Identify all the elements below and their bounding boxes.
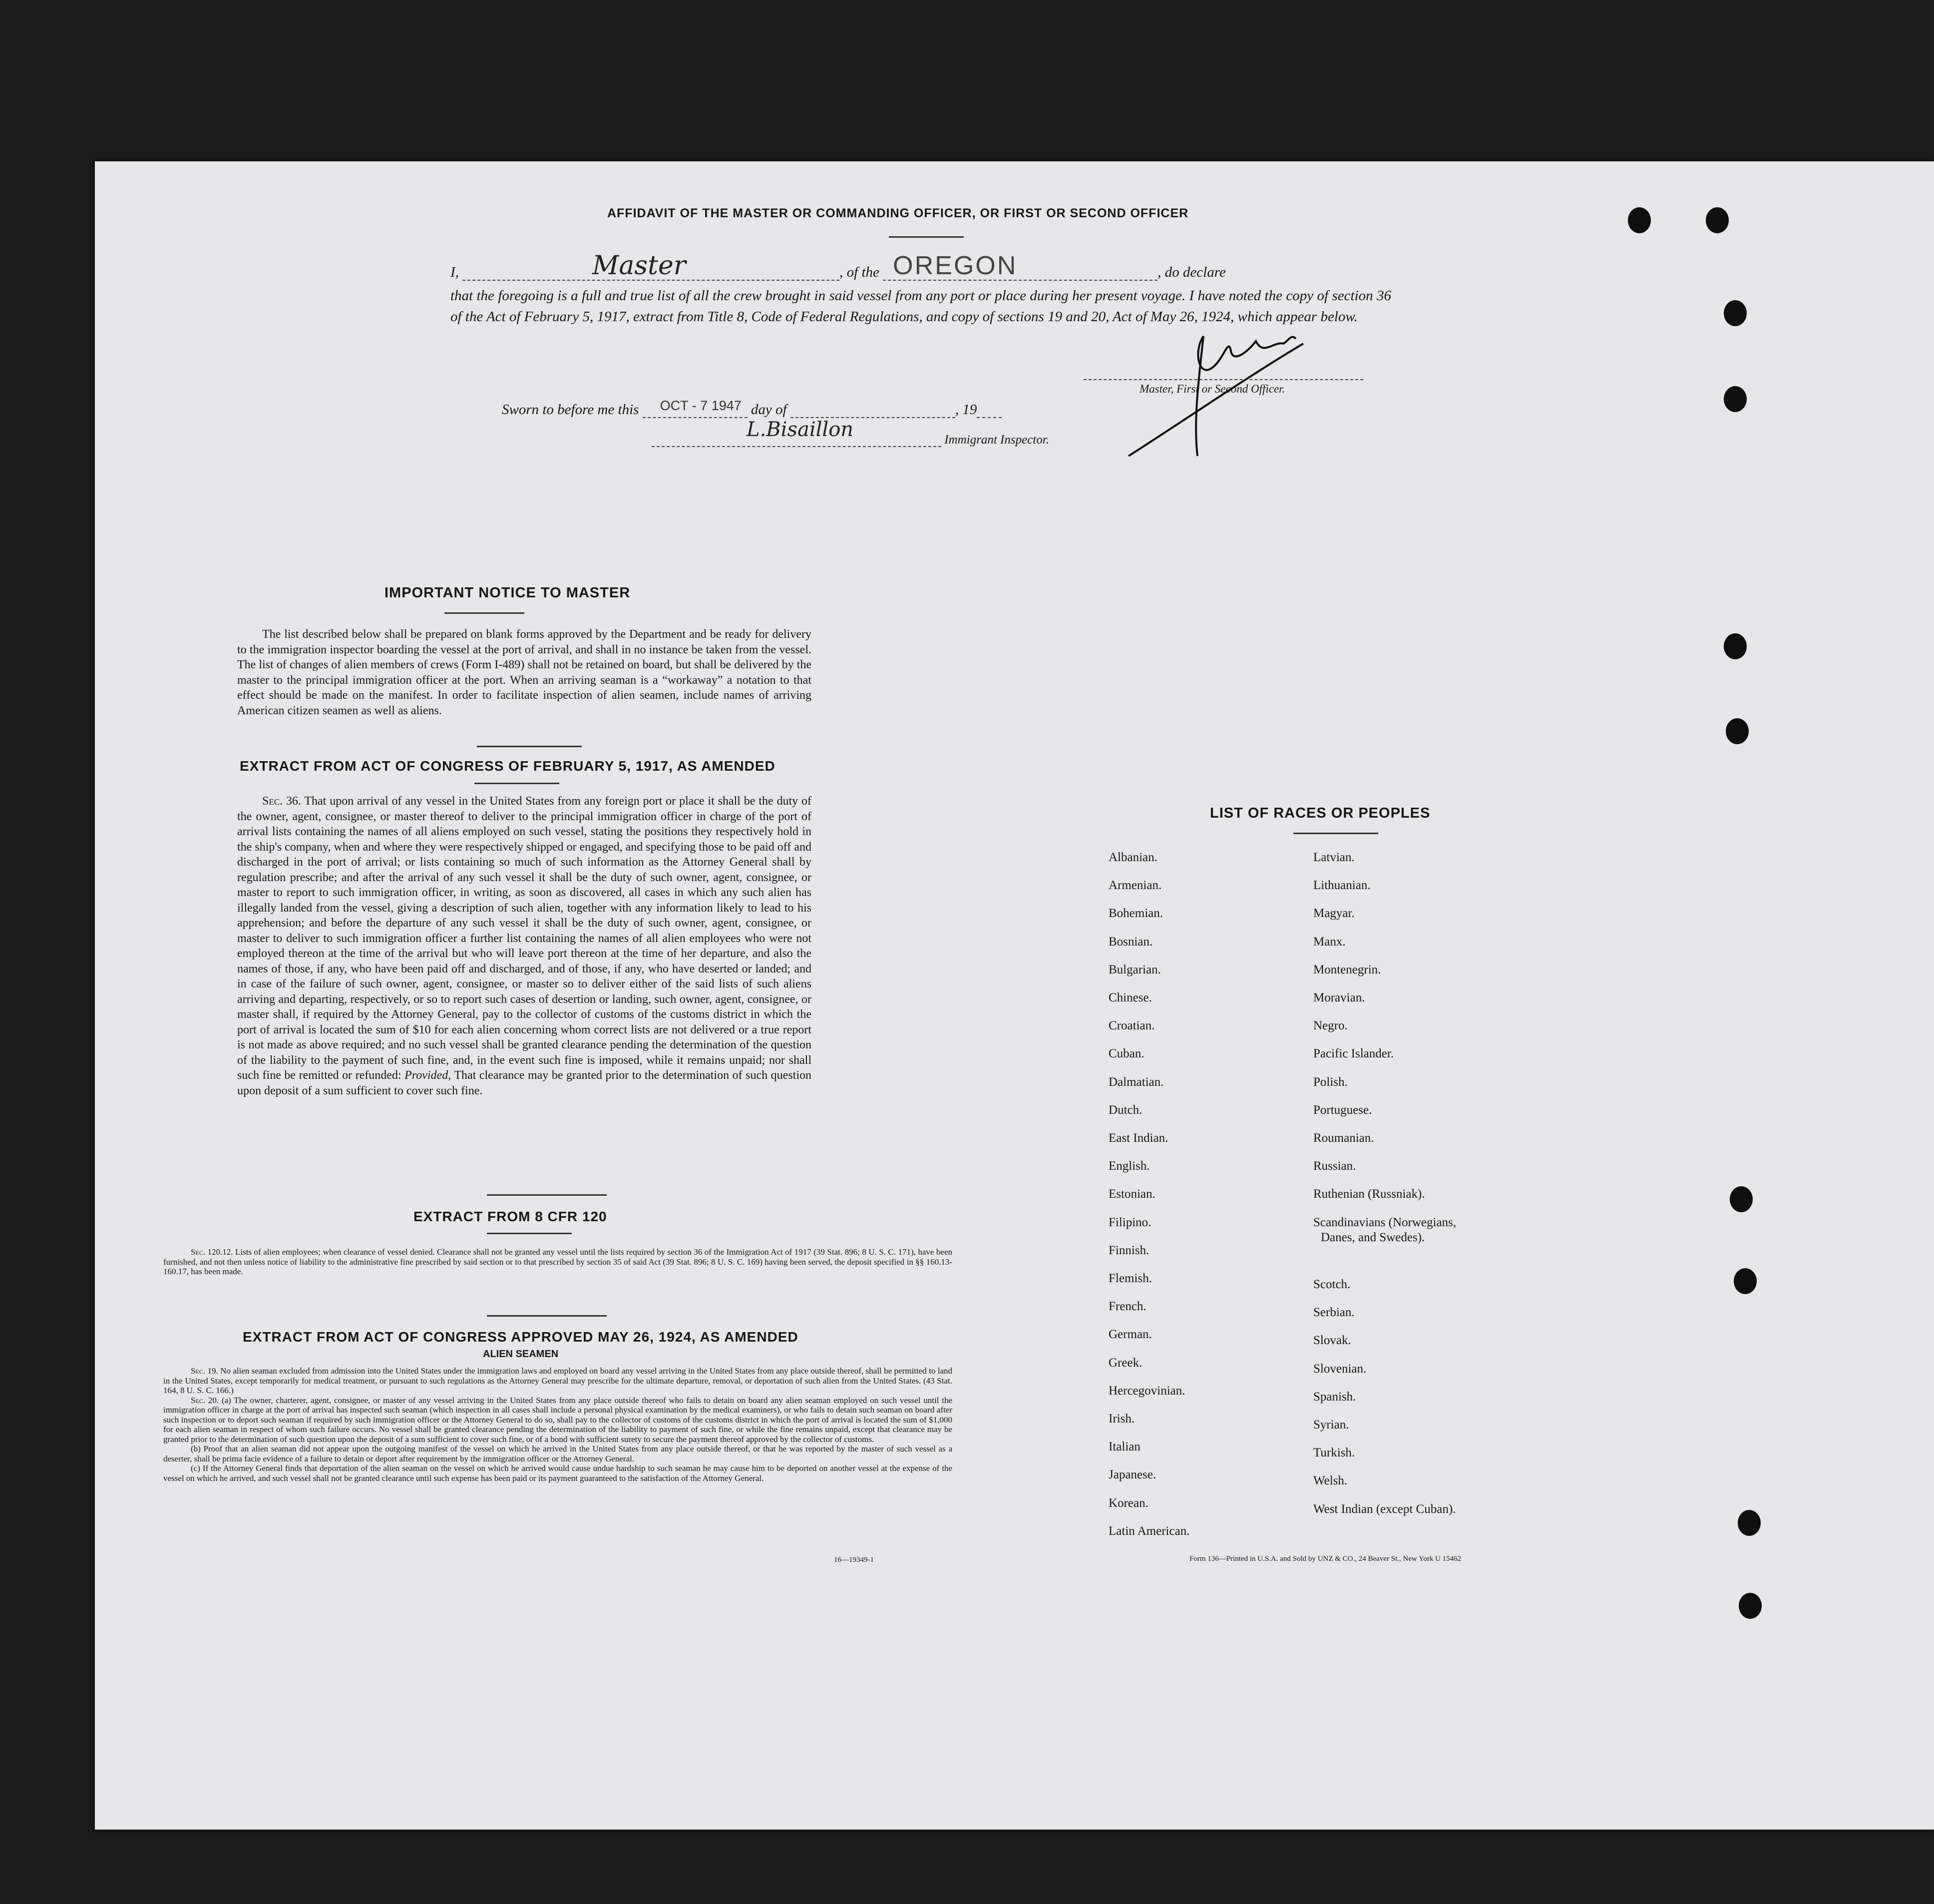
race-item: Chinese. (1109, 991, 1152, 1004)
extract-1924-body (163, 1366, 952, 1483)
race-item: Croatian. (1109, 1019, 1155, 1033)
punch-hole (1726, 718, 1749, 744)
extract-1924-title: EXTRACT FROM ACT OF CONGRESS APPROVED MAY 26, 1924, AS AMENDED (243, 1329, 798, 1345)
section-label: Sec. 120.12. (191, 1247, 233, 1257)
sec-20c: (c) If the Attorney General finds that deportation of the alien seaman on the vessel on which he arrived would cause undue hardship to such seaman he may cause him to be deported on another vessel at the expense of the vessel on which he arrived, and such vessel shall not be granted clearance until such expense has been paid or its payment guaranteed to the satisfaction of the Attorney General. (163, 1463, 952, 1483)
race-item: Slovenian. (1313, 1362, 1367, 1376)
vessel-field (883, 251, 1158, 281)
race-item: Serbian. (1313, 1306, 1355, 1320)
divider (444, 612, 524, 614)
punch-hole (1738, 1510, 1761, 1536)
notice-body: The list described below shall be prepared on blank forms approved by the Department and be ready for delivery to the immigration inspector boarding the vessel at the port of arrival, and shall in no instance be taken from the vessel. The list of changes of alien members of crews (Form I-489) shall not be retained on board, but shall be delivered by the master to the principal immigration officer at the port. When an arriving seaman is a “workaway” a notation to that effect should be made on the manifest. In order to facilitate inspection of alien seamen, include names of arriving American citizen seamen as well as aliens. (237, 628, 811, 717)
notice-title: IMPORTANT NOTICE TO MASTER (385, 585, 631, 601)
race-item: Roumanian. (1313, 1131, 1374, 1145)
race-item: English. (1109, 1159, 1150, 1173)
punch-hole (1706, 207, 1729, 233)
punch-hole (1724, 300, 1747, 326)
punch-hole (1739, 1593, 1762, 1619)
race-item: Latvian. (1313, 851, 1355, 864)
race-item: Albanian. (1109, 851, 1158, 864)
race-item: Magyar. (1313, 907, 1355, 921)
race-item: Hercegovinian. (1109, 1384, 1185, 1398)
divider (487, 1233, 572, 1234)
punch-hole (1734, 1268, 1757, 1294)
section-label: Sec. 36. (262, 795, 301, 808)
race-item: Korean. (1109, 1496, 1149, 1510)
sec-20a (163, 1396, 952, 1444)
race-item: Moravian. (1313, 991, 1365, 1004)
race-item: Dalmatian. (1109, 1075, 1164, 1089)
race-item: Bosnian. (1109, 935, 1153, 949)
race-item: Slovak. (1313, 1334, 1351, 1348)
master-signature (1124, 321, 1353, 471)
race-item: Welsh. (1313, 1474, 1348, 1488)
affidavit-title: AFFIDAVIT OF THE MASTER OR COMMANDING OFFICER, OR FIRST OR SECOND OFFICER (607, 206, 1189, 220)
race-item: Russian. (1313, 1159, 1356, 1173)
inspector-signature: L.Bisaillon (747, 418, 854, 441)
sworn-date-stamp: OCT - 7 1947 (660, 398, 742, 413)
year-label: , 19 (955, 402, 977, 418)
extract-1924-subtitle: ALIEN SEAMEN (483, 1349, 559, 1360)
i-label: I, (450, 264, 459, 280)
affidavit-body: that the foregoing is a full and true list of all the crew brought in said vessel from any port or place during her present voyage. I have noted the copy of section 36 of the Act of February 5, 1917, extract from Title 8, Code of Federal Regulations, and copy of sections 19 and 20, Act of May 26, 1924, which appear below. (450, 288, 1391, 325)
race-item: Montenegrin. (1313, 962, 1381, 976)
divider (1293, 833, 1378, 834)
race-item: Finnish. (1109, 1243, 1150, 1257)
section-label: Sec. 19. (191, 1366, 218, 1376)
section-text: That upon arrival of any vessel in the United States from any foreign port or place it shall be the duty of the owner, agent, consignee, or master thereof to deliver to the principal immigration officer in charge of the port of arrival lists containing the names of all aliens employed on such vessel, stating the positions they respectively hold in the ship's company, when and where they were respectively shipped or engaged, and specifying those to be paid off and discharged in the port of arrival; or lists containing so much of such information as the Attorney General shall by regulation prescribe; and after the arrival of any such vessel it shall be the duty of such owner, agent, consignee, or master to report to such immigration officer, in writing, as soon as discovered, all cases in which any such alien has illegally landed from the vessel, giving a description of such alien, together with any information likely to lead to his apprehension; and before the departure of any such vessel it shall be the duty of such owner, agent, consignee, or master to deliver to such immigration officer a further list containing the names of all alien employees who were not employed thereon at the time of the arrival but who will leave port thereon at the time of her departure, and also the names of those, if any, who have been paid off and discharged, and of those, if any, who have deserted or landed; and in case of the failure of such owner, agent, consignee, or master so to deliver either of the said lists of such aliens arriving and departing, respectively, or so to report such cases of desertion or landing, such owner, agent, consignee, or master shall, if required by the Attorney General, pay to the collector of customs of the customs district in which the port of arrival is located the sum of $10 for each alien concerning whom correct lists are not delivered or a true report is not made as above required; and no such vessel shall be granted clearance pending the determination of the question of the liability to the payment of such fine, and, in the event such fine is imposed, while it remains unpaid; nor shall such fine be remitted or refunded: (237, 795, 811, 1082)
document-page (95, 161, 1934, 1830)
race-item: Lithuanian. (1313, 879, 1371, 893)
race-item: Pacific Islander. (1313, 1047, 1394, 1061)
extract-1917-title: EXTRACT FROM ACT OF CONGRESS OF FEBRUARY 5, 1917, AS AMENDED (240, 758, 775, 774)
race-item: French. (1109, 1300, 1147, 1314)
name-value: Master (592, 251, 686, 281)
sec-19 (163, 1366, 952, 1396)
section-text: (a) The owner, charterer, agent, consignee, or master of any vessel arriving in the United States from any place outside thereof who fails to detain on board any alien seaman employed on such vessel until the immigration officer in charge at the port of arrival has inspected such seaman (which inspection in all cases shall include a personal physical examination by the medical examiners), or who fails to detain such seaman on board after such inspection or to deport such seaman if required by such immigration officer or the Attorney General to do so, shall pay to the collector of customs of the customs district in which the port of arrival is located the sum of $1,000 for each alien seaman in respect of whom such failure occurs. No vessel shall be granted clearance pending the determination of the liability to payment of such fine, or while the fine remains unpaid, except that clearance may be granted prior to the determination of such question upon the deposit of a sum sufficient to cover such fine, or of a bond with sufficient surety to secure the payment thereof approved by the collector of customs. (163, 1395, 952, 1444)
divider (474, 783, 559, 784)
extract-1917-body (237, 794, 811, 1098)
race-item: Danes, and Swedes). (1321, 1230, 1425, 1244)
divider (487, 1315, 607, 1317)
race-item: Portuguese. (1313, 1103, 1372, 1117)
form-footer: Form 136—Printed in U.S.A. and Sold by UNZ & CO., 24 Beaver St., New York U 15462 (1189, 1555, 1462, 1563)
race-item: East Indian. (1109, 1131, 1168, 1145)
divider (477, 746, 582, 747)
race-item: Greek. (1109, 1356, 1143, 1370)
race-item: Turkish. (1313, 1446, 1355, 1460)
race-item: Italian (1109, 1440, 1141, 1454)
race-item: Filipino. (1109, 1215, 1152, 1229)
inspector-line (652, 418, 1049, 447)
extract-cfr-body (163, 1247, 952, 1277)
race-item: Ruthenian (Russniak). (1313, 1187, 1425, 1201)
footer-code: 16—19349-1 (834, 1556, 874, 1564)
sworn-line (502, 398, 1002, 418)
race-item: Cuban. (1109, 1047, 1145, 1061)
punch-hole (1724, 633, 1747, 659)
race-item: Bohemian. (1109, 907, 1163, 921)
declare-label: , do declare (1158, 264, 1226, 280)
race-item: Latin American. (1109, 1524, 1190, 1538)
race-item: Polish. (1313, 1075, 1348, 1089)
proviso-word: Provided, (404, 1069, 451, 1082)
day-of-label: day of (751, 402, 787, 418)
inspector-caption: Immigrant Inspector. (944, 433, 1049, 447)
divider (889, 236, 964, 238)
race-item: Armenian. (1109, 879, 1162, 893)
punch-hole (1724, 386, 1747, 412)
vessel-value: OREGON (893, 251, 1018, 280)
races-title: LIST OF RACES OR PEOPLES (1210, 805, 1431, 821)
race-item: Negro. (1313, 1019, 1348, 1033)
race-item: Irish. (1109, 1412, 1135, 1426)
race-item: Scotch. (1313, 1278, 1351, 1291)
race-item: Manx. (1313, 935, 1346, 949)
section-text: No alien seaman excluded from admission into the United States under the immigration laws and employed on board any vessel arriving in the United States from any place outside thereof, shall be permitted to land in the United States, except temporarily for medical treatment, or pursuant to such regulations as the Attorney General may prescribe for the ultimate departure, removal, or deportation of such alien from the United States. (43 Stat. 164, 8 U. S. C. 166.) (163, 1366, 952, 1395)
master-caption: Master, First or Second Officer. (1140, 383, 1285, 395)
name-field (462, 251, 839, 281)
race-item: Bulgarian. (1109, 962, 1161, 976)
race-item: Spanish. (1313, 1390, 1356, 1404)
punch-hole (1628, 207, 1651, 233)
sworn-label: Sworn to before me this (502, 402, 639, 418)
race-item: Japanese. (1109, 1468, 1157, 1482)
race-item: Syrian. (1313, 1418, 1349, 1431)
proviso-text: That clearance may be granted prior to the determination of such question upon deposit of a sum sufficient to cover such fine. (237, 1069, 812, 1097)
sec-20b: (b) Proof that an alien seaman did not appear upon the outgoing manifest of the vessel on which he arrived in the United States from any place outside thereof, or that he was reported by the master of such vessel as a deserter, shall be prima facie evidence of a failure to detain or deport after requirement by the immigration officer or the Attorney General. (163, 1444, 952, 1463)
race-item: German. (1109, 1328, 1152, 1342)
divider (487, 1194, 607, 1196)
year-field (977, 403, 1002, 418)
sworn-date-field (643, 398, 748, 418)
punch-hole (1730, 1186, 1753, 1212)
race-item: Flemish. (1109, 1272, 1152, 1285)
inspector-signature-field (652, 418, 941, 447)
race-item: West Indian (except Cuban). (1313, 1502, 1456, 1516)
section-text: Lists of alien employees; when clearance of vessel denied. Clearance shall not be granted any vessel until the lists required by section 36 of the Immigration Act of 1917 (39 Stat. 896; 8 U. S. C. 171), have been furnished, and not then unless notice of liability to the administrative fine prescribed by said section or to that prescribed by section 35 of said Act (39 Stat. 896; 8 U. S. C. 169) having been served, the deposit specified in §§ 160.13-160.17, has been made. (163, 1247, 952, 1276)
declaration-line (450, 251, 1226, 281)
extract-cfr-title: EXTRACT FROM 8 CFR 120 (413, 1209, 607, 1224)
race-item: Estonian. (1109, 1187, 1156, 1201)
of-the-label: , of the (839, 264, 879, 280)
race-item: Dutch. (1109, 1103, 1143, 1117)
race-item: Scandinavians (Norwegians, (1313, 1215, 1457, 1229)
month-field (790, 403, 955, 418)
section-label: Sec. 20. (191, 1395, 219, 1405)
